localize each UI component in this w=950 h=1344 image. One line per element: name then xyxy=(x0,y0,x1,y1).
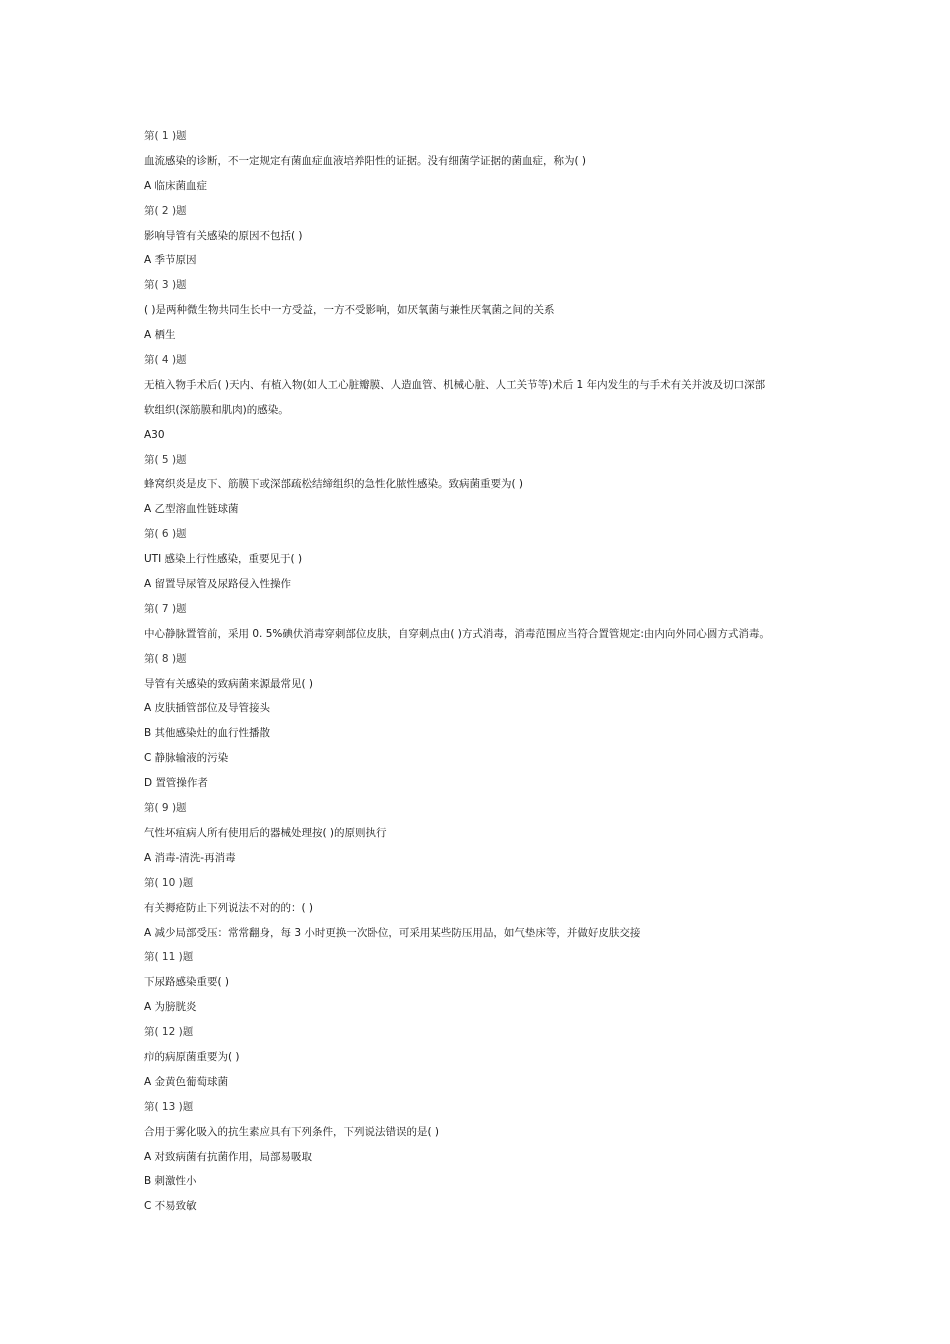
question-number: 第( 2 )题 xyxy=(144,204,187,217)
question-number: 第( 11 )题 xyxy=(144,951,194,964)
answer-option: A30 xyxy=(144,428,165,441)
answer-option: A 为膀胱炎 xyxy=(144,1001,197,1014)
answer-option: A 季节原因 xyxy=(144,254,197,267)
question-number: 第( 7 )题 xyxy=(144,602,187,615)
question-number: 第( 10 )题 xyxy=(144,876,194,889)
question-text: 软组织(深筋膜和肌肉)的感染。 xyxy=(144,403,289,416)
answer-option: D 置管操作者 xyxy=(144,777,208,790)
question-number: 第( 8 )题 xyxy=(144,652,187,665)
question-text: 疖的病原菌重要为( ) xyxy=(144,1050,240,1063)
answer-option: C 静脉输液的污染 xyxy=(144,752,229,765)
answer-option: A 金黄色葡萄球菌 xyxy=(144,1075,229,1088)
question-number: 第( 9 )题 xyxy=(144,802,187,815)
question-text: 有关褥疮防止下列说法不对的的：( ) xyxy=(144,901,314,914)
question-text: 合用于雾化吸入的抗生素应具有下列条件，下列说法错误的是( ) xyxy=(144,1125,440,1138)
question-text: 蜂窝织炎是皮下、筋膜下或深部疏松结缔组织的急性化脓性感染。致病菌重要为( ) xyxy=(144,478,524,491)
question-number: 第( 12 )题 xyxy=(144,1026,194,1039)
question-number: 第( 5 )题 xyxy=(144,453,187,466)
answer-option: A 临床菌血症 xyxy=(144,179,208,192)
answer-option: A 对致病菌有抗菌作用，局部易吸取 xyxy=(144,1150,313,1163)
question-text: ( )是两种微生物共同生长中一方受益，一方不受影响，如厌氧菌与兼性厌氧菌之间的关系 xyxy=(144,304,555,317)
question-text: UTI 感染上行性感染，重要见于( ) xyxy=(144,553,303,566)
question-number: 第( 13 )题 xyxy=(144,1100,194,1113)
question-number: 第( 4 )题 xyxy=(144,354,187,367)
question-number: 第( 1 )题 xyxy=(144,130,187,142)
answer-option: A 栖生 xyxy=(144,329,176,342)
answer-option: A 留置导尿管及尿路侵入性操作 xyxy=(144,578,292,591)
question-text: 中心静脉置管前，采用 0. 5%碘伏消毒穿刺部位皮肤，自穿刺点由( )方式消毒，消毒范围应当符合置管规定:由内向外同心圆方式消毒。 xyxy=(144,627,770,640)
answer-option: B 其他感染灶的血行性播散 xyxy=(144,727,271,740)
answer-option: A 消毒-清洗-再消毒 xyxy=(144,851,236,864)
question-text: 血流感染的诊断，不一定规定有菌血症血液培养阳性的证据。没有细菌学证据的菌血症，称为( ) xyxy=(144,154,587,167)
question-text: 无植入物手术后( )天内、有植入物(如人工心脏瓣膜、人造血管、机械心脏、人工关节等)术后 1 年内发生的与手术有关并波及切口深部 xyxy=(144,378,766,391)
question-number: 第( 3 )题 xyxy=(144,279,187,292)
question-text: 导管有关感染的致病菌来源最常见( ) xyxy=(144,677,314,690)
question-text: 下尿路感染重要( ) xyxy=(144,976,230,989)
question-text: 气性坏疽病人所有使用后的器械处理按( )的原则执行 xyxy=(144,826,387,839)
answer-option: C 不易致敏 xyxy=(144,1200,197,1213)
answer-option: B 刺激性小 xyxy=(144,1175,197,1188)
answer-option: A 乙型溶血性链球菌 xyxy=(144,503,239,516)
question-number: 第( 6 )题 xyxy=(144,528,187,541)
question-text: 影响导管有关感染的原因不包括( ) xyxy=(144,229,303,242)
document-body xyxy=(144,124,824,1219)
answer-option: A 皮肤插管部位及导管接头 xyxy=(144,702,271,715)
answer-option: A 减少局部受压：常常翻身，每 3 小时更换一次卧位，可采用某些防压用品，如气垫床等，并做好皮肤交接 xyxy=(144,926,641,939)
